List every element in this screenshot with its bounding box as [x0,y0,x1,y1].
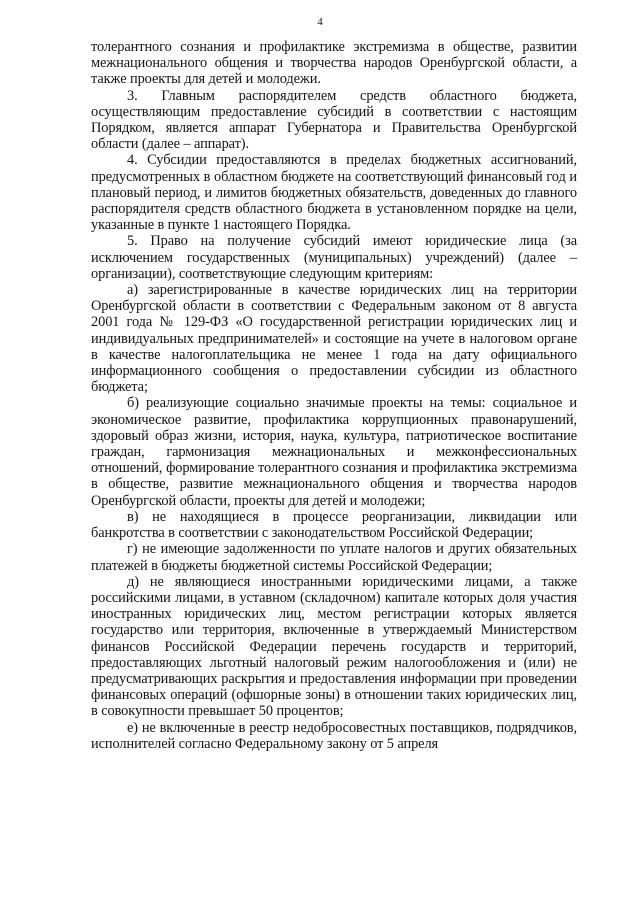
document-body [91,39,577,752]
paragraph-item-v: в) не находящиеся в процессе реорганизации, ликвидации или банкротства в соответствии с законодательством Российской Федерации; [91,508,577,542]
paragraph-item-d: д) не являющиеся иностранными юридическими лицами, а также российскими лицами, в уставном (складочном) капитале которых доля участия иностранных юридических лиц, местом регистрации которых является государство или территория, включенные в утверждаемый Министерством финансов Российской Федерации перечень государств и территорий, предоставляющих льготный налоговый режим налогообложения и (или) не предусматривающих раскрытия и предоставления информации при проведении финансовых операций (офшорные зоны) в отношении таких юридических лиц, в совокупности превышает 50 процентов; [91,573,577,720]
paragraph-clause-5: 5. Право на получение субсидий имеют юридические лица (за исключением государственных (муниципальных) учреждений) (далее – организации), соответствующие следующим критериям: [91,233,577,282]
paragraph-item-a: а) зарегистрированные в качестве юридических лиц на территории Оренбургской области в соответствии с Федеральным законом от 8 августа 2001 года № 129-ФЗ «О государственной регистрации юридических лиц и индивидуальных предпринимателей» и состоящие на учете в налоговом органе в качестве налогоплательщика не менее 1 года на дату официального информационного сообщения о предоставлении субсидии из областного бюджета; [91,282,577,396]
paragraph-item-g: г) не имеющие задолженности по уплате налогов и других обязательных платежей в бюджеты бюджетной системы Российской Федерации; [91,541,577,574]
page-number: 4 [317,16,323,28]
paragraph-item-e: е) не включенные в реестр недобросовестных поставщиков, подрядчиков, исполнителей согласно Федеральному закону от 5 апреля [91,719,577,752]
paragraph-clause-3: 3. Главным распорядителем средств областного бюджета, осуществляющим предоставление субсидий в соответствии с настоящим Порядком, является аппарат Губернатора и Правительства Оренбургской области (далее – аппарат). [91,87,577,153]
paragraph-clause-4: 4. Субсидии предоставляются в пределах бюджетных ассигнований, предусмотренных в областном бюджете на соответствующий финансовый год и плановый период, и лимитов бюджетных обязательств, доведенных до главного распорядителя средств областного бюджета в установленном порядке на цели, указанные в пункте 1 настоящего Порядка. [91,152,577,234]
paragraph-item-b: б) реализующие социально значимые проекты на темы: социальное и экономическое развитие, профилактика коррупционных правонарушений, здоровый образ жизни, история, наука, культура, патриотическое воспитание граждан, гармонизация межнациональных и межконфессиональных отношений, формирование толерантного сознания и профилактика экстремизма в обществе, развитие межнационального общения и творчества народов Оренбургской области, проекты для детей и молодежи; [91,395,577,509]
paragraph-continuation: толерантного сознания и профилактике экстремизма в обществе, развитии межнационального общения и творчества народов Оренбургской области, а также проекты для детей и молодежи. [91,39,577,88]
